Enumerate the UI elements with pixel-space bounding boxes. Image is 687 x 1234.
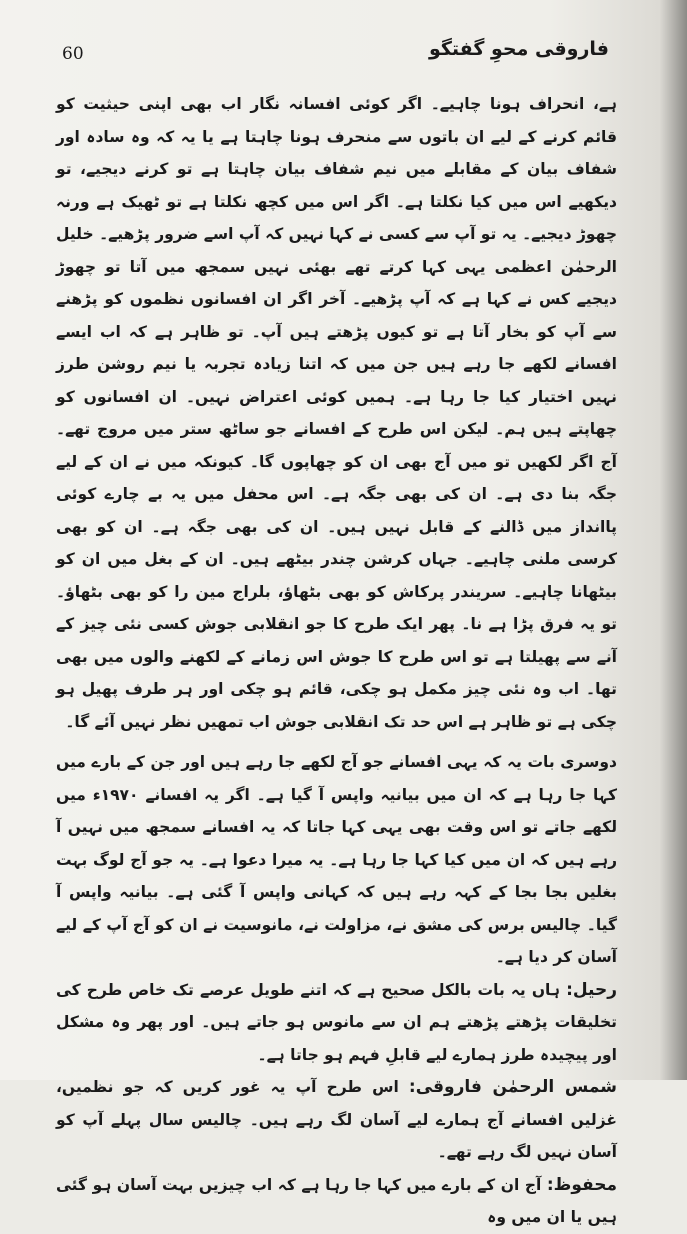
text-line: جن میں کہ اتنا زیادہ تجربہ یا نیم روشن طرز نہیں اختیار کیا جا رہا ہے۔ ہمیں کوئی اعتراض نہیں۔ ان (56, 355, 617, 406)
paragraph (56, 746, 617, 974)
text-line: ہاں یہ بات بالکل صحیح ہے کہ اتنے طویل عرصے تک خاص طرح کی تخلیقات پڑھتے پڑھتے (56, 980, 618, 1031)
text-line: یہ افسانے سمجھ میں نہیں آ رہے ہیں کہ ان میں کیا کہا جا رہا ہے۔ یہ میرا دعوا ہے۔ یہ جو آج لوگ بہت (56, 818, 617, 869)
text-line: دوسری بات یہ کہ یہی افسانے جو آج لکھے جا رہے ہیں اور جن کے بارے میں کہا جا رہا ہے کہ (56, 753, 617, 804)
text-line: افسانوں کو چھاپتے ہیں ہم۔ لیکن اس طرح کے افسانے جو ساٹھ ستر میں مروج تھے۔ آج اگر لکھیں تو (56, 387, 617, 471)
running-head: فاروقی محوِ گفتگو (428, 38, 609, 60)
text-line: نظر نہیں آئے گا۔ (65, 712, 192, 731)
text-line: بھی بٹھاؤ، بلراج مین را کو بھی بٹھاؤ۔ تو یہ فرق پڑا ہے نا۔ پھر ایک طرح کا جو انقلابی جوش کسی نئی چیز (56, 582, 617, 633)
text-line: اس طرح آپ یہ غور کریں کہ جو نظمیں، غزلیں افسانے آج ہمارے (56, 1078, 617, 1129)
text-line: لیے آسان لگ رہے ہیں۔ چالیس سال پہلے آپ کو آسان نہیں لگ رہے تھے۔ (56, 1110, 617, 1161)
text-line: یہ تو آپ سے کسی نے کہا نہیں کہ آپ اسے ضرور پڑھیے۔ خلیل الرحمٰن اعظمی یہی کہا کرتے تھے بھئی (56, 225, 617, 276)
text-line: آج ان کے بارے میں کہا جا رہا ہے کہ اب چیزیں بہت آسان ہو گئی ہیں یا ان میں وہ (56, 1175, 617, 1226)
speaker-name: رحیل: (566, 979, 618, 1000)
text-line: نہیں سمجھ میں آتا تو چھوڑ دیجیے کس نے کہا ہے کہ آپ پڑھیے۔ آخر اگر ان افسانوں نظموں کو پڑھنے (56, 257, 617, 308)
text-line: منحرف ہونا چاہتا ہے یا یہ کہ وہ سادہ اور شفاف بیان کے مقابلے میں نیم شفاف بیان چاہتا ہے تو (56, 127, 617, 178)
text-line: محفل میں یہ بے چارے کوئی پاانداز میں ڈالنے کے قابل نہیں ہیں۔ ان کی بھی جگہ ہے۔ ان کو بھی (56, 485, 617, 536)
dialogue-paragraph (56, 1169, 617, 1234)
page-body (56, 88, 617, 1234)
text-line: کرنے دیجیے، تو دیکھیے اس میں کیا نکلتا ہے۔ اگر اس میں کچھ نکلتا ہے تو ٹھیک ہے ورنہ چھوڑ دیجیے۔ (56, 160, 617, 243)
text-line: سے آپ کو بخار آتا ہے تو کیوں پڑھتے ہیں آپ۔ تو ظاہر ہے کہ اب ایسے افسانے لکھے جا رہے ہیں (56, 322, 617, 373)
speaker-name: شمس الرحمٰن فاروقی: (408, 1077, 618, 1097)
text-line: ان میں بیانیہ واپس آ گیا ہے۔ اگر یہ افسانے ۱۹۷۰ء میں لکھے جاتے تو اس وقت بھی یہی کہا جاتا کہ (56, 785, 618, 836)
text-line: کرسی ملنی چاہیے۔ جہاں کرشن چندر بیٹھے ہیں۔ ان کے بغل میں ان کو بیٹھانا چاہیے۔ سریندر پرکاش کو (56, 550, 618, 601)
paragraph (56, 88, 617, 738)
speaker-name: محفوظ: (546, 1174, 617, 1195)
text-line: ہے، انحراف ہونا چاہیے۔ اگر کوئی افسانہ نگار اب بھی اپنی حیثیت کو قائم کرنے کے لیے ان باتوں سے (56, 95, 617, 146)
text-line: بغلیں بجا بجا کے کہہ رہے ہیں کہ کہانی واپس آ گئی ہے۔ بیانیہ واپس آ گیا۔ چالیس برس کی مشق نے، (56, 883, 618, 934)
text-line: مزاولت نے، مانوسیت نے ان کو آج آپ کے لیے آسان کر دیا ہے۔ (56, 915, 617, 966)
text-line: مکمل ہو چکی، قائم ہو چکی اور ہر طرف پھیل ہو چکی ہے تو ظاہر ہے اس حد تک انقلابی جوش اب تمھیں (56, 680, 617, 731)
page-number: 60 (62, 44, 84, 64)
page-header (62, 38, 609, 72)
text-line: کے آنے سے پھیلتا ہے تو اس طرح کا جوش اس زمانے کے لکھنے والوں میں بھی تھا۔ اب وہ نئی چیز (56, 615, 617, 698)
text-line: میں آج بھی ان کو چھاپوں گا۔ کیونکہ میں نے ان کے لیے جگہ بنا دی ہے۔ ان کی بھی جگہ ہے۔ اس (56, 452, 617, 503)
dialogue-paragraph (56, 974, 617, 1072)
dialogue-paragraph (56, 1071, 617, 1169)
text-line: ہم ان سے مانوس ہو جاتے ہیں۔ اور پھر وہ مشکل اور پیچیدہ طرز ہمارے لیے قابلِ فہم ہو جاتا ہے۔ (56, 1013, 617, 1064)
